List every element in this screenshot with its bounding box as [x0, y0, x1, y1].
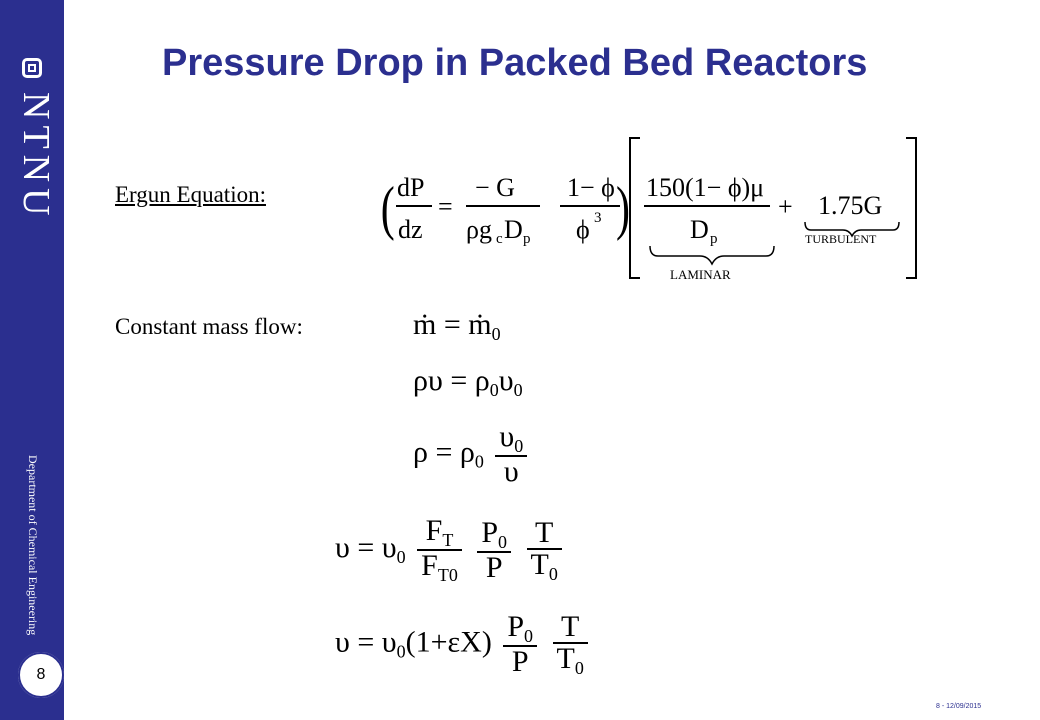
svg-text:D: D [504, 215, 523, 244]
svg-text:3: 3 [594, 210, 602, 226]
svg-text:dP: dP [397, 173, 425, 202]
slide-footer: 8 - 12/09/2015 [936, 703, 982, 710]
svg-text:ρg: ρg [466, 215, 492, 244]
svg-text:(: ( [380, 175, 395, 242]
laminar-label: LAMINAR [670, 267, 731, 282]
svg-text:D: D [690, 215, 709, 244]
rho-v-eq: $\rho\upsilon = \rho_0\upsilon_0$ [413, 364, 523, 400]
logo-text: NTNU [15, 92, 57, 222]
velocity-eq-2: $\upsilon = \upsilon_0(1+\varepsilon X)$ $\frac{P_0}{P}$ $\frac{T}{T_0}$ [335, 612, 592, 677]
department-label: Department of Chemical Engineering [26, 455, 40, 636]
slide-title: Pressure Drop in Packed Bed Reactors [162, 42, 868, 84]
svg-text:=: = [438, 192, 453, 221]
velocity-eq-1: $\upsilon = \upsilon_0$ $\frac{F_T}{F_{T0}}$ $\frac{P_0}{P}$ $\frac{T}{T_0}$ [335, 516, 566, 584]
svg-text:1− ϕ: 1− ϕ [567, 173, 615, 202]
svg-text:+: + [778, 192, 793, 221]
svg-text:− G: − G [475, 173, 515, 202]
svg-text:dz: dz [398, 215, 423, 244]
rho-eq: $\rho = \rho_0$ $\frac{\upsilon_0}{\upsilon}$ [413, 422, 531, 487]
turbulent-label: TURBULENT [805, 232, 877, 246]
mass-balance-eq: ṁ = ṁ$_0$ [413, 308, 501, 344]
svg-text:1.75G: 1.75G [818, 191, 883, 220]
constant-mass-flow-label: Constant mass flow: [115, 314, 303, 339]
page-number: 8 [18, 652, 64, 698]
svg-text:): ) [616, 175, 630, 242]
svg-text:150(1− ϕ)μ: 150(1− ϕ)μ [646, 173, 765, 202]
svg-text:c: c [496, 231, 503, 247]
svg-text:p: p [523, 231, 531, 247]
ergun-label: Ergun Equation: [115, 182, 266, 207]
svg-text:ϕ: ϕ [576, 215, 590, 244]
svg-text:p: p [710, 231, 718, 247]
